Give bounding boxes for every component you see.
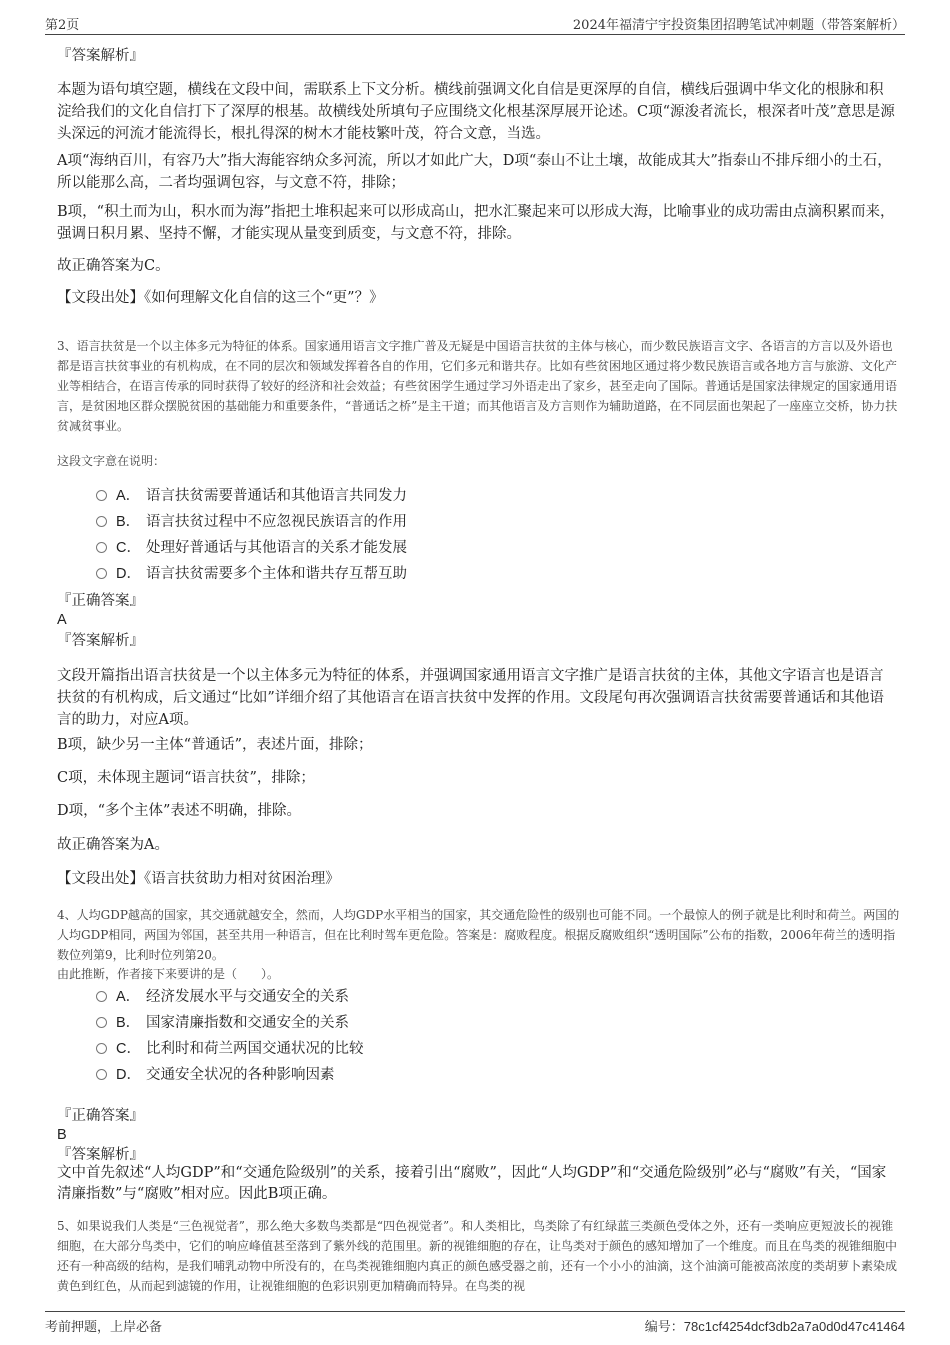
q4-option-c[interactable]: C． 比利时和荷兰两国交通状况的比较 (96, 1038, 364, 1060)
q3-option-a[interactable]: A． 语言扶贫需要普通话和其他语言共同发力 (96, 485, 407, 507)
radio-icon[interactable] (96, 568, 107, 579)
q4-option-d[interactable]: D． 交通安全状况的各种影响因素 (96, 1064, 335, 1086)
q3-answer: A (57, 612, 67, 628)
q3-analysis-p4: D项，“多个主体”表述不明确，排除。 (57, 803, 301, 819)
q3-source: 【文段出处】《语言扶贫助力相对贫困治理》 (57, 871, 340, 887)
q3-stem: 3、语言扶贫是一个以主体多元为特征的体系。国家通用语言文字推广普及无疑是中国语言扶贫的主体与核心，而少数民族语言文字、各语言的方言以及外语也都是语言扶贫事业的有机构成，在不同的层次和领域发挥着各自的作用，它们多元和谐共存。比如有些贫困地区通过将少数民族语言或各地方言与旅游、文化产业等相结合，在语言传承的同时获得了较好的经济和社会效益；有些贫困学生通过学习外语走出了家乡，甚至走向了国际。普通话是国家法律规定的国家通用语言，是贫困地区群众摆脱贫困的基础能力和重要条件，“普通话之桥”是主干道；而其他语言及方言则作为辅助道路，在不同层面也架起了一座座立交桥，协力扶贫减贫事业。 (57, 339, 898, 433)
document-title: 2024年福清宁宇投资集团招聘笔试冲刺题（带答案解析） (572, 18, 905, 33)
q4-option-b[interactable]: B． 国家清廉指数和交通安全的关系 (96, 1012, 349, 1034)
q2-analysis-p3: B项，“积土而为山，积水而为海”指把土堆积起来可以形成高山，把水汇聚起来可以形成大海，比喻事业的成功需由点滴积累而来，强调日积月累、坚持不懈，才能实现从量变到质变，与文意不符，排除。 (57, 204, 895, 242)
radio-icon[interactable] (96, 542, 107, 553)
q4-analysis-label: 『答案解析』 (57, 1147, 144, 1163)
radio-icon[interactable] (96, 1043, 107, 1054)
q5-stem: 5、如果说我们人类是“三色视觉者”，那么绝大多数鸟类都是“四色视觉者”。和人类相比，鸟类除了有红绿蓝三类颜色受体之外，还有一类响应更短波长的视锥细胞，在大部分鸟类中，它们的响应峰值甚至落到了紫外线的范围里。新的视锥细胞的存在，让鸟类对于颜色的感知增加了一个维度。而且在鸟类的视锥细胞中还有一种高级的结构，是我们哺乳动物中所没有的，在鸟类视锥细胞内真正的颜色感受器之前，还有一个小小的油滴，这个油滴可能被高浓度的类胡萝卜素染成黄色到红色，从而起到滤镜的作用，让视锥细胞的色彩识别更加精确而特异。在鸟类的视 (57, 1219, 898, 1293)
page-footer (45, 1311, 905, 1334)
footer-slogan: 考前押题，上岸必备 (45, 1320, 163, 1335)
q2-analysis-p2: A项“海纳百川，有容乃大”指大海能容纳众多河流，所以才如此广大，D项“泰山不让土壤，故能成其大”指泰山不排斥细小的土石，所以能那么高，二者均强调包容，与文意不符，排除； (57, 153, 892, 191)
page-number: 第2页 (45, 18, 80, 33)
radio-icon[interactable] (96, 516, 107, 527)
q2-source: 【文段出处】《如何理解文化自信的这三个“更”？》 (57, 290, 384, 306)
radio-icon[interactable] (96, 1069, 107, 1080)
radio-icon[interactable] (96, 991, 107, 1002)
q4-answer: B (57, 1127, 67, 1143)
q4-option-a[interactable]: A． 经济发展水平与交通安全的关系 (96, 986, 349, 1008)
radio-icon[interactable] (96, 1017, 107, 1028)
document-id: 编号：78c1cf4254dcf3db2a7a0d0d47c41464 (644, 1319, 905, 1334)
q4-analysis-p1: 文中首先叙述“人均GDP”和“交通危险级别”的关系，接着引出“腐败”，因此“人均GDP”和“交通危险级别”必与“腐败”有关，“国家清廉指数”与“腐败”相对应。因此B项正确。 (57, 1165, 887, 1202)
q4-stem: 4、人均GDP越高的国家，其交通就越安全，然而，人均GDP水平相当的国家，其交通危险性的级别也可能不同。一个最惊人的例子就是比利时和荷兰。两国的人均GDP相同，两国为邻国，甚至共用一种语言，但在比利时驾车更危险。答案是：腐败程度。根据反腐败组织“透明国际”公布的指数，2006年荷兰的透明指数位列第9，比利时位列第20。 (57, 908, 900, 962)
q3-option-d[interactable]: D． 语言扶贫需要多个主体和谐共存互帮互助 (96, 563, 407, 585)
q2-analysis-p1: 本题为语句填空题，横线在文段中间，需联系上下文分析。横线前强调文化自信是更深厚的自信，横线后强调中华文化的根脉和积淀给我们的文化自信打下了深厚的根基。故横线处所填句子应围绕文化根基深厚展开论述。C项“源浚者流长，根深者叶茂”意思是源头深远的河流才能流得长，根扎得深的树木才能枝繁叶茂，符合文意，当选。 (57, 82, 895, 142)
q3-analysis-p3: C项，未体现主题词“语言扶贫”，排除； (57, 770, 315, 786)
q4-answer-label: 『正确答案』 (57, 1108, 144, 1124)
q3-analysis-p2: B项，缺少另一主体“普通话”，表述片面，排除； (57, 737, 373, 753)
q4-question: 由此推断，作者接下来要讲的是（ ）。 (57, 967, 280, 981)
q3-question: 这段文字意在说明： (57, 454, 166, 468)
q2-analysis-p4: 故正确答案为C。 (57, 258, 170, 274)
q3-option-b[interactable]: B． 语言扶贫过程中不应忽视民族语言的作用 (96, 511, 407, 533)
q3-analysis-label: 『答案解析』 (57, 633, 144, 649)
page-header (45, 14, 905, 35)
q3-answer-label: 『正确答案』 (57, 593, 144, 609)
q2-analysis-label: 『答案解析』 (57, 48, 144, 64)
q3-analysis-p5: 故正确答案为A。 (57, 837, 169, 853)
q3-analysis-p1: 文段开篇指出语言扶贫是一个以主体多元为特征的体系，并强调国家通用语言文字推广是语言扶贫的主体，其他文字语言也是语言扶贫的有机构成，后文通过“比如”详细介绍了其他语言在语言扶贫中发挥的作用。文段尾句再次强调语言扶贫需要普通话和其他语言的助力，对应A项。 (57, 668, 884, 728)
radio-icon[interactable] (96, 490, 107, 501)
q3-option-c[interactable]: C． 处理好普通话与其他语言的关系才能发展 (96, 537, 407, 559)
